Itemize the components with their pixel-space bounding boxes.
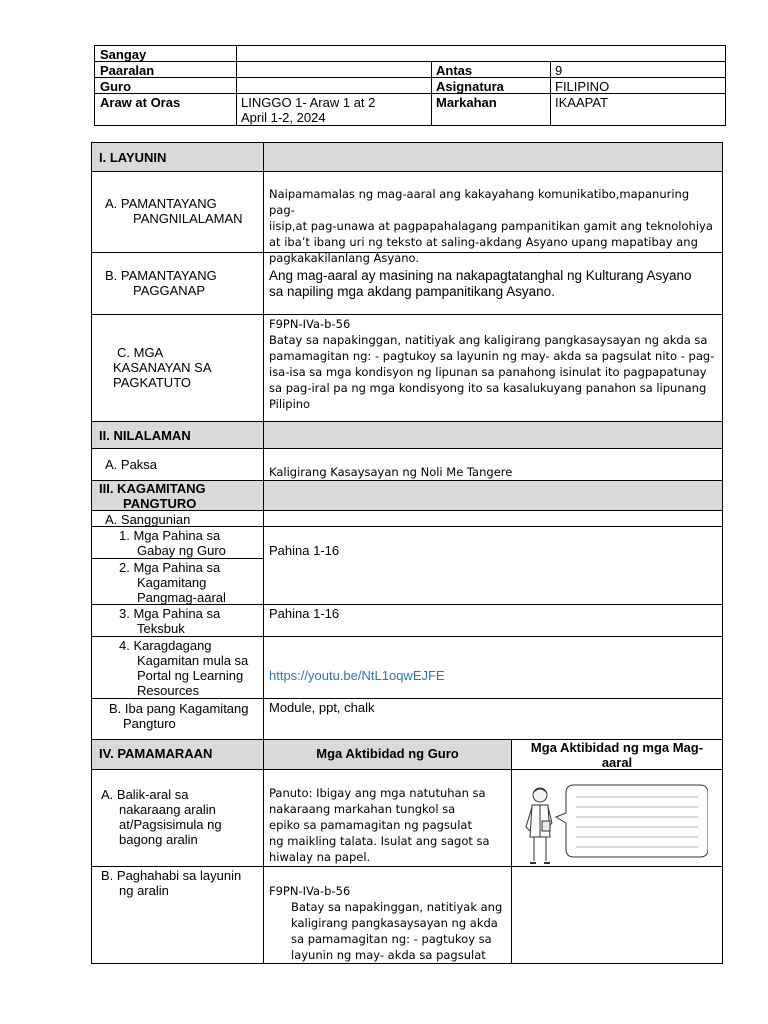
iba-pang-kagamitan-line2: Pangturo <box>123 716 176 731</box>
layunin-a-label-line2: PANGNILALAMAN <box>133 211 243 226</box>
layunin-c-text-line: Batay sa napakinggan, natitiyak ang kaligirang pangkasaysayan ng akda sa <box>269 333 708 347</box>
sangay-value <box>236 46 246 48</box>
item2-label-line2: Kagamitang <box>137 575 207 590</box>
layunin-a-label-line1: A. PAMANTAYANG <box>105 196 217 211</box>
item3-label <box>114 605 225 637</box>
layunin-title: I. LAYUNIN <box>99 150 167 165</box>
balik-aral-text <box>264 784 511 866</box>
balik-aral-line3: at/Pagsisimula ng <box>119 817 222 832</box>
balik-aral-text-line: ng maikling talata. Isulat ang sagot sa <box>269 834 490 848</box>
layunin-a-text-line: iisip,at pag-unawa at pagpapahalagang pampanitikan gamit ang teknolohiya <box>269 219 713 233</box>
balik-aral-line1: A. Balik-aral sa <box>101 787 189 802</box>
paaralan-label: Paaralan <box>100 63 155 78</box>
item4-label-line1: 4. Karagdagang <box>119 638 212 653</box>
item1-label <box>114 527 231 559</box>
paksa-value: Kaligirang Kasaysayan ng Noli Me Tangere <box>269 465 513 479</box>
layunin-c-text <box>264 315 720 413</box>
item2-label <box>114 559 231 606</box>
iba-pang-kagamitan-line1: B. Iba pang Kagamitang <box>109 701 249 716</box>
layunin-a-text-line: pagkakakilanlang Asyano. <box>269 251 420 265</box>
pamamaraan-title: IV. PAMAMARAAN <box>99 746 213 761</box>
paghahabi-text-line: kaligirang pangkasaysayan ng akda <box>291 916 498 930</box>
item2-label-line1: 2. Mga Pahina sa <box>119 560 221 575</box>
item2-label-line3: Pangmag-aaral <box>137 590 226 605</box>
paaralan-value <box>236 62 246 64</box>
item4-label <box>114 637 253 699</box>
balik-aral-text-line: nakaraang markahan tungkol sa <box>269 802 456 816</box>
layunin-b-label-line1: B. PAMANTAYANG <box>105 268 217 283</box>
balik-aral-label <box>96 786 227 848</box>
layunin-b-label-line2: PAGGANAP <box>133 283 206 298</box>
layunin-c-text-line: sa pag-iral pa ng mga kondisyong ito sa kasalukuyang panahon sa lipunang <box>269 381 707 395</box>
sanggunian-label: A. Sanggunian <box>105 512 191 527</box>
layunin-c-text-line: pamamagitan ng: - pagtukoy sa layunin ng may- akda sa pagsulat nito - pag- <box>269 349 715 363</box>
item3-label-line2: Teksbuk <box>137 621 185 636</box>
araw-value-line1: LINGGO 1- Araw 1 at 2 <box>241 95 376 110</box>
guro-value <box>236 78 246 80</box>
asignatura-label: Asignatura <box>436 79 504 94</box>
paghahabi-line2: ng aralin <box>119 883 169 898</box>
col-mag-aaral-line2: aaral <box>601 755 633 770</box>
layunin-c-label-line1: C. MGA <box>117 345 164 360</box>
paghahabi-text-line: sa pamamagitan ng: - pagtukoy sa <box>291 932 492 946</box>
item4-label-line2: Kagamitan mula sa <box>137 653 249 668</box>
antas-value: 9 <box>555 63 563 78</box>
paghahabi-text-line: F9PN-IVa-b-56 <box>269 884 351 898</box>
guro-label: Guro <box>100 79 132 94</box>
paghahabi-label <box>96 867 246 899</box>
iba-pang-kagamitan-value: Module, ppt, chalk <box>269 700 375 715</box>
item3-label-line1: 3. Mga Pahina sa <box>119 606 221 621</box>
nilalaman-title: II. NILALAMAN <box>99 428 191 443</box>
kagamitan-title-line2: PANGTURO <box>123 496 197 511</box>
layunin-a-text <box>264 185 720 267</box>
layunin-c-text-line: F9PN-IVa-b-56 <box>269 317 351 331</box>
balik-aral-text-line: hiwalay na papel. <box>269 850 371 864</box>
paksa-label: A. Paksa <box>105 457 158 472</box>
layunin-c-label-line3: PAGKATUTO <box>113 375 192 390</box>
lesson-plan-table <box>91 142 723 964</box>
layunin-a-text-line: at iba’t ibang uri ng teksto at saling-akdang Asyano upang mapatibay ang <box>269 235 698 249</box>
kagamitan-title <box>94 480 211 512</box>
item4-label-line4: Resources <box>137 683 200 698</box>
resource-link[interactable]: https://youtu.be/NtL1oqwEJFE <box>269 668 445 683</box>
item1-label-line1: 1. Mga Pahina sa <box>119 528 221 543</box>
header-table <box>94 45 726 126</box>
balik-aral-line2: nakaraang aralin <box>119 802 216 817</box>
layunin-c-label-line2: KASANAYAN SA <box>113 360 212 375</box>
antas-label: Antas <box>436 63 473 78</box>
layunin-b-text-line: sa napiling mga akdang pampanitikang Asyano. <box>269 284 555 299</box>
col-mag-aaral-header <box>512 739 722 771</box>
iba-pang-kagamitan-label <box>104 700 254 732</box>
araw-value <box>236 94 380 126</box>
col-guro-header: Mga Aktibidad ng Guro <box>316 746 459 761</box>
balik-aral-text-line: epiko sa pamamagitan ng pagsulat <box>269 818 472 832</box>
araw-label: Araw at Oras <box>100 95 181 110</box>
paghahabi-text-line: Batay sa napakinggan, natitiyak ang <box>291 900 503 914</box>
markahan-value: IKAAPAT <box>555 95 608 110</box>
item1-label-line2: Gabay ng Guro <box>137 543 226 558</box>
kagamitan-title-line1: III. KAGAMITANG <box>99 481 206 496</box>
student-with-speech-bubble-icon <box>522 783 708 867</box>
layunin-c-text-line: isa-isa sa mga kondisyon ng lipunan sa panahong isinulat ito pagpapatunay <box>269 365 707 379</box>
sangay-label: Sangay <box>100 47 147 62</box>
layunin-c-text-line: Pilipino <box>269 397 311 411</box>
araw-value-line2: April 1-2, 2024 <box>241 110 326 125</box>
markahan-label: Markahan <box>436 95 497 110</box>
paghahabi-text-line: layunin ng may- akda sa pagsulat <box>291 948 486 962</box>
layunin-b-text-line: Ang mag-aaral ay masining na nakapagtatanghal ng Kulturang Asyano <box>269 268 692 283</box>
layunin-b-text <box>264 267 720 301</box>
layunin-a-label <box>100 195 248 227</box>
balik-aral-line4: bagong aralin <box>119 832 198 847</box>
layunin-a-text-line: Naipamamalas ng mag-aaral ang kakayahang komunikatibo,mapanuring pag- <box>269 187 690 217</box>
layunin-b-label <box>100 267 222 299</box>
col-mag-aaral-line1: Mga Aktibidad ng mga Mag- <box>530 740 704 755</box>
item1-value: Pahina 1-16 <box>269 543 340 558</box>
item4-label-line3: Portal ng Learning <box>137 668 244 683</box>
item3-value: Pahina 1-16 <box>269 606 340 621</box>
paghahabi-text <box>264 882 511 964</box>
layunin-c-label <box>108 344 217 391</box>
asignatura-value: FILIPINO <box>555 79 610 94</box>
paghahabi-line1: B. Paghahabi sa layunin <box>101 868 242 883</box>
balik-aral-text-line: Panuto: Ibigay ang mga natutuhan sa <box>269 786 486 800</box>
